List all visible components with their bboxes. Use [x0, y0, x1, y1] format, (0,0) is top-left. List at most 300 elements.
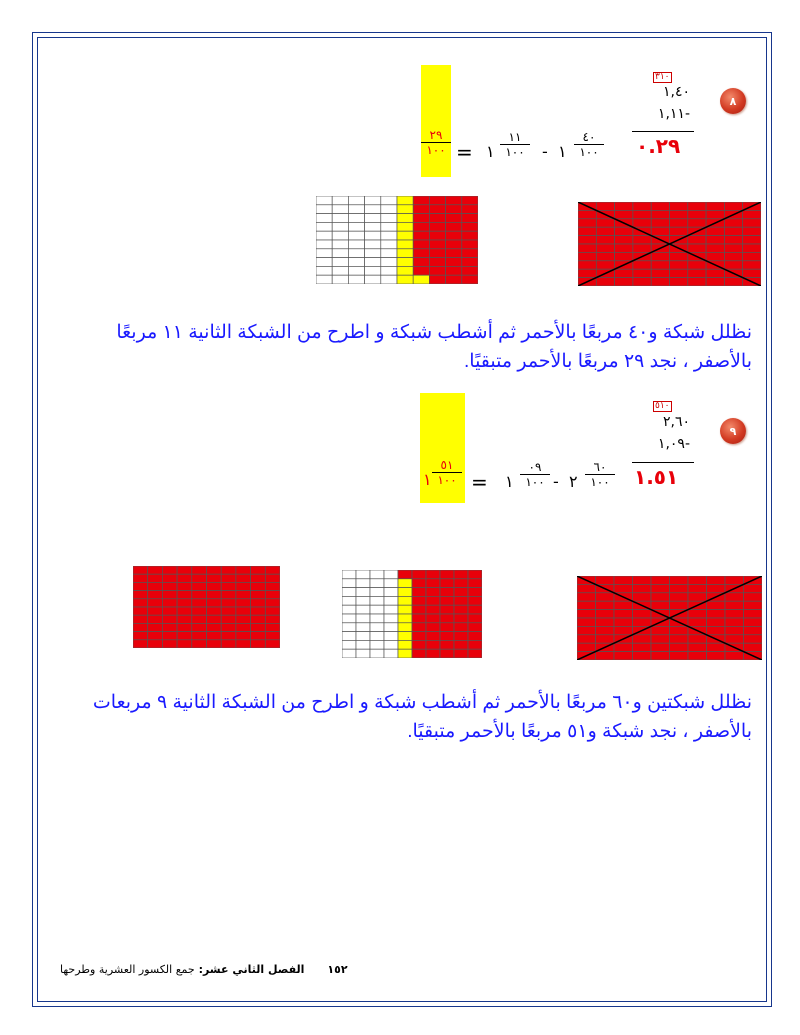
- grid-cell: [440, 605, 454, 614]
- grid-cell: [133, 599, 148, 607]
- grid-cell: [670, 278, 688, 286]
- grid-cell: [365, 249, 381, 258]
- grid-cell: [162, 607, 177, 615]
- grid-cell: [384, 640, 398, 649]
- grid-cell: [596, 236, 614, 244]
- grid-cell: [651, 269, 669, 277]
- grid-cell: [221, 566, 236, 574]
- grid-cell: [251, 599, 266, 607]
- grid-cell: [162, 599, 177, 607]
- grid-cell: [342, 570, 356, 579]
- grid-cell: [316, 249, 332, 258]
- grid-cell: [578, 261, 596, 269]
- grid-cell: [743, 261, 761, 269]
- grid-cell: [177, 615, 192, 623]
- grid-cell: [670, 252, 688, 260]
- grid-cell: [707, 584, 726, 592]
- grid-cell: [725, 576, 744, 584]
- grid-cell: [348, 205, 364, 214]
- grid-cell: [384, 614, 398, 623]
- grid-cell: [177, 574, 192, 582]
- problem-number: ٩: [729, 424, 737, 438]
- grid-cell: [177, 591, 192, 599]
- grid-cell: [148, 615, 163, 623]
- grid-cell: [670, 202, 688, 210]
- grid-cell: [207, 599, 222, 607]
- grid-cell: [365, 214, 381, 223]
- grid-cell: [251, 623, 266, 631]
- fraction-denominator: ١٠٠: [426, 143, 446, 157]
- grid-cell: [148, 632, 163, 640]
- mid-fraction: [520, 460, 550, 489]
- grid-cell: [670, 269, 688, 277]
- grid-cell: [365, 205, 381, 214]
- grid-cell: [462, 249, 478, 258]
- grid-cell: [577, 635, 596, 643]
- grid-cell: [365, 222, 381, 231]
- grid-cell: [707, 652, 726, 660]
- grid-cell: [468, 649, 482, 658]
- fraction-denominator: ١٠٠: [525, 475, 545, 489]
- grid-cell: [688, 584, 707, 592]
- grid-cell: [670, 643, 689, 651]
- grid-cell: [221, 632, 236, 640]
- fraction-numerator: ٥١: [440, 458, 454, 472]
- grid-cell: [251, 640, 266, 648]
- fraction-denominator: ١٠٠: [579, 145, 599, 159]
- grid-cell: [177, 607, 192, 615]
- grid-cell: [744, 643, 763, 651]
- grid-cell: [381, 258, 397, 267]
- grid-cell: [429, 275, 445, 284]
- grid-cell: [633, 269, 651, 277]
- grid-cell: [221, 623, 236, 631]
- grid-cell: [384, 588, 398, 597]
- grid-cell: [426, 640, 440, 649]
- grid-cell: [192, 640, 207, 648]
- grid-cell: [177, 582, 192, 590]
- grid-cell: [192, 632, 207, 640]
- grid-cell: [633, 584, 652, 592]
- column-result: ٠.٢٩: [636, 134, 681, 158]
- grid-cell: [413, 196, 429, 205]
- grid-cell: [316, 214, 332, 223]
- grid-cell: [162, 591, 177, 599]
- grid-cell: [412, 588, 426, 597]
- lhs-fraction: [574, 130, 604, 159]
- grid-cell: [429, 240, 445, 249]
- grid-cell: [133, 623, 148, 631]
- grid-cell: [192, 615, 207, 623]
- grid-cell: [356, 596, 370, 605]
- grid-cell: [688, 610, 707, 618]
- grid-cell: [462, 240, 478, 249]
- grid-cell: [356, 649, 370, 658]
- grid-cell: [356, 570, 370, 579]
- grid-cell: [370, 579, 384, 588]
- grid-cell: [577, 601, 596, 609]
- grid-cell: [348, 222, 364, 231]
- grid-cell: [578, 269, 596, 277]
- mid-whole: ١: [505, 472, 514, 491]
- grid-cell: [725, 610, 744, 618]
- grid-cell: [596, 278, 614, 286]
- grid-cell: [743, 269, 761, 277]
- grid-cell: [236, 582, 251, 590]
- grid-cell: [743, 210, 761, 218]
- grid-cell: [596, 244, 614, 252]
- grid-cell: [207, 632, 222, 640]
- grid-cell: [724, 252, 742, 260]
- grid-cell: [596, 652, 615, 660]
- grid-cell: [633, 593, 652, 601]
- grid-cell: [192, 591, 207, 599]
- grid-cell: [651, 593, 670, 601]
- grid-cell: [265, 607, 280, 615]
- chapter-title: جمع الكسور العشرية وطرحها: [60, 963, 195, 976]
- result-whole: ١: [423, 470, 432, 489]
- grid-cell: [251, 615, 266, 623]
- hundred-grid-partial: [316, 196, 478, 284]
- grid-cell: [207, 623, 222, 631]
- grid-cell: [688, 202, 706, 210]
- grid-cell: [446, 231, 462, 240]
- grid-cell: [596, 252, 614, 260]
- grid-cell: [192, 623, 207, 631]
- grid-cell: [332, 196, 348, 205]
- grid-cell: [724, 244, 742, 252]
- grid-cell: [162, 632, 177, 640]
- grid-cell: [370, 614, 384, 623]
- grid-cell: [332, 258, 348, 267]
- grid-cell: [724, 202, 742, 210]
- grid-cell: [446, 240, 462, 249]
- grid-cell: [397, 258, 413, 267]
- grid-cell: [207, 574, 222, 582]
- grid-cell: [577, 593, 596, 601]
- grid-cell: [670, 652, 689, 660]
- grid-cell: [651, 652, 670, 660]
- grid-cell: [615, 252, 633, 260]
- grid-cell: [578, 236, 596, 244]
- grid-cell: [651, 643, 670, 651]
- grid-cell: [651, 252, 669, 260]
- grid-cell: [429, 249, 445, 258]
- grid-cell: [342, 623, 356, 632]
- grid-cell: [365, 275, 381, 284]
- grid-cell: [633, 635, 652, 643]
- column-subtrahend: ١,١١-: [657, 106, 690, 122]
- explanation-text: نظلل شبكتين و٦٠ مربعًا بالأحمر ثم أشطب شبكة و اطرح من الشبكة الثانية ٩ مربعات بالأصفر ، نجد شبكة و٥١ مربعًا بالأحمر متبقيًا.: [92, 692, 752, 742]
- lhs-fraction: [585, 460, 615, 489]
- grid-cell: [133, 566, 148, 574]
- grid-cell: [397, 196, 413, 205]
- grid-cell: [596, 618, 615, 626]
- fraction-denominator: ١٠٠: [590, 475, 610, 489]
- grid-cell: [633, 236, 651, 244]
- grid-cell: [706, 244, 724, 252]
- fraction-denominator: ١٠٠: [505, 145, 525, 159]
- grid-cell: [316, 205, 332, 214]
- grid-cell: [651, 278, 669, 286]
- grid-cell: [440, 649, 454, 658]
- grid-cell: [426, 570, 440, 579]
- grid-cell: [348, 214, 364, 223]
- column-top: ١,٤٠: [662, 84, 690, 100]
- grid-cell: [707, 610, 726, 618]
- grid-cell: [384, 605, 398, 614]
- grid-cell: [356, 605, 370, 614]
- grid-cell: [177, 623, 192, 631]
- grid-cell: [412, 570, 426, 579]
- grid-cell: [365, 196, 381, 205]
- grid-cell: [688, 269, 706, 277]
- grid-cell: [454, 605, 468, 614]
- grid-cell: [251, 591, 266, 599]
- grid-cell: [413, 266, 429, 275]
- grid-cell: [596, 227, 614, 235]
- grid-cell: [348, 240, 364, 249]
- grid-cell: [724, 278, 742, 286]
- mid-whole: ١: [486, 142, 495, 161]
- grid-cell: [651, 202, 669, 210]
- grid-cell: [614, 601, 633, 609]
- grid-cell: [446, 266, 462, 275]
- grid-cell: [316, 258, 332, 267]
- grid-cell: [743, 219, 761, 227]
- grid-cell: [468, 614, 482, 623]
- grid-cell: [462, 214, 478, 223]
- grid-cell: [251, 566, 266, 574]
- grid-cell: [412, 623, 426, 632]
- column-top: ٢,٦٠: [662, 414, 690, 430]
- minus-sign: -: [542, 142, 548, 161]
- grid-cell: [236, 574, 251, 582]
- grid-cell: [633, 610, 652, 618]
- grid-cell: [651, 635, 670, 643]
- borrow-digit-box: ٣١٠: [655, 72, 670, 82]
- grid-cell: [342, 640, 356, 649]
- grid-cell: [651, 227, 669, 235]
- grid-cell: [332, 240, 348, 249]
- grid-cell: [440, 588, 454, 597]
- grid-cell: [265, 640, 280, 648]
- grid-cell: [162, 640, 177, 648]
- grid-cell: [615, 236, 633, 244]
- grid-cell: [462, 258, 478, 267]
- grid-cell: [397, 231, 413, 240]
- grid-cell: [688, 244, 706, 252]
- grid-cell: [316, 196, 332, 205]
- grid-cell: [615, 210, 633, 218]
- grid-cell: [332, 249, 348, 258]
- grid-cell: [670, 593, 689, 601]
- grid-cell: [236, 599, 251, 607]
- grid-cell: [133, 582, 148, 590]
- grid-cell: [221, 615, 236, 623]
- grid-cell: [412, 614, 426, 623]
- grid-cell: [265, 632, 280, 640]
- grid-cell: [724, 219, 742, 227]
- equals-sign: =: [471, 470, 488, 494]
- hundred-grid-partial: [342, 570, 482, 658]
- grid-cell: [236, 632, 251, 640]
- grid-cell: [707, 618, 726, 626]
- grid-cell: [342, 579, 356, 588]
- grid-cell: [426, 649, 440, 658]
- grid-cell: [398, 588, 412, 597]
- grid-cell: [468, 632, 482, 641]
- grid-cell: [707, 643, 726, 651]
- grid-cell: [454, 632, 468, 641]
- grid-cell: [440, 632, 454, 641]
- fraction-numerator: ٤٠: [582, 130, 596, 144]
- grid-cell: [384, 632, 398, 641]
- grid-cell: [614, 584, 633, 592]
- grid-cell: [577, 584, 596, 592]
- grid-cell: [615, 269, 633, 277]
- grid-cell: [651, 584, 670, 592]
- grid-cell: [454, 570, 468, 579]
- grid-cell: [148, 599, 163, 607]
- grid-cell: [148, 591, 163, 599]
- grid-cell: [468, 623, 482, 632]
- grid-cell: [356, 579, 370, 588]
- column-rule: [632, 131, 694, 132]
- fraction-numerator: ٦٠: [593, 460, 607, 474]
- grid-cell: [370, 640, 384, 649]
- grid-cell: [236, 607, 251, 615]
- grid-cell: [429, 222, 445, 231]
- grid-cell: [316, 240, 332, 249]
- fraction-numerator: ١١: [508, 130, 522, 144]
- grid-cell: [192, 599, 207, 607]
- grid-cell: [397, 240, 413, 249]
- grid-cell: [265, 623, 280, 631]
- grid-cell: [446, 258, 462, 267]
- grid-cell: [348, 275, 364, 284]
- grid-cell: [348, 249, 364, 258]
- grid-cell: [398, 640, 412, 649]
- grid-cell: [725, 626, 744, 634]
- grid-cell: [440, 640, 454, 649]
- grid-cell: [706, 202, 724, 210]
- grid-cell: [381, 249, 397, 258]
- grid-cell: [192, 582, 207, 590]
- grid-cell: [207, 591, 222, 599]
- grid-cell: [725, 601, 744, 609]
- grid-cell: [207, 607, 222, 615]
- grid-cell: [633, 643, 652, 651]
- grid-cell: [332, 275, 348, 284]
- grid-cell: [596, 593, 615, 601]
- grid-cell: [265, 574, 280, 582]
- grid-cell: [348, 266, 364, 275]
- equals-sign: =: [456, 140, 473, 164]
- grid-cell: [724, 236, 742, 244]
- grid-cell: [596, 635, 615, 643]
- grid-cell: [381, 275, 397, 284]
- grid-cell: [398, 605, 412, 614]
- fraction-denominator: ١٠٠: [437, 473, 457, 487]
- grid-cell: [398, 570, 412, 579]
- grid-cell: [615, 244, 633, 252]
- answer-highlight: [421, 65, 451, 177]
- grid-cell: [381, 205, 397, 214]
- grid-cell: [670, 635, 689, 643]
- lhs-whole: ٢: [569, 472, 578, 491]
- grid-cell: [348, 196, 364, 205]
- grid-cell: [688, 618, 707, 626]
- grid-cell: [633, 618, 652, 626]
- grid-cell: [177, 632, 192, 640]
- grid-cell: [221, 574, 236, 582]
- grid-cell: [412, 632, 426, 641]
- grid-cell: [413, 214, 429, 223]
- grid-cell: [462, 275, 478, 284]
- grid-cell: [370, 649, 384, 658]
- grid-cell: [440, 596, 454, 605]
- grid-cell: [688, 219, 706, 227]
- grid-cell: [342, 588, 356, 597]
- grid-cell: [162, 566, 177, 574]
- grid-cell: [342, 649, 356, 658]
- grid-cell: [381, 231, 397, 240]
- grid-cell: [578, 210, 596, 218]
- grid-cell: [454, 588, 468, 597]
- grid-cell: [148, 607, 163, 615]
- grid-cell: [221, 591, 236, 599]
- grid-cell: [724, 261, 742, 269]
- grid-cell: [688, 236, 706, 244]
- grid-cell: [633, 652, 652, 660]
- grid-cell: [236, 591, 251, 599]
- grid-cell: [265, 582, 280, 590]
- grid-cell: [426, 614, 440, 623]
- grid-cell: [221, 640, 236, 648]
- grid-cell: [651, 576, 670, 584]
- grid-cell: [207, 566, 222, 574]
- fraction-numerator: ٢٩: [429, 128, 443, 142]
- grid-cell: [192, 607, 207, 615]
- grid-cell: [412, 640, 426, 649]
- grid-cell: [707, 626, 726, 634]
- grid-cell: [440, 579, 454, 588]
- grid-cell: [744, 593, 763, 601]
- grid-cell: [688, 635, 707, 643]
- grid-cell: [446, 214, 462, 223]
- minus-sign: -: [553, 472, 559, 491]
- grid-cell: [706, 227, 724, 235]
- grid-cell: [148, 640, 163, 648]
- grid-cell: [370, 570, 384, 579]
- grid-cell: [743, 236, 761, 244]
- grid-cell: [706, 278, 724, 286]
- grid-cell: [412, 579, 426, 588]
- grid-cell: [207, 640, 222, 648]
- page-footer: [60, 963, 348, 976]
- grid-cell: [332, 205, 348, 214]
- result-fraction: [432, 458, 462, 487]
- grid-cell: [725, 652, 744, 660]
- grid-cell: [440, 570, 454, 579]
- grid-cell: [596, 202, 614, 210]
- problem-number-badge: [720, 418, 746, 444]
- grid-cell: [148, 566, 163, 574]
- grid-cell: [397, 214, 413, 223]
- grid-cell: [397, 275, 413, 284]
- grid-cell: [706, 236, 724, 244]
